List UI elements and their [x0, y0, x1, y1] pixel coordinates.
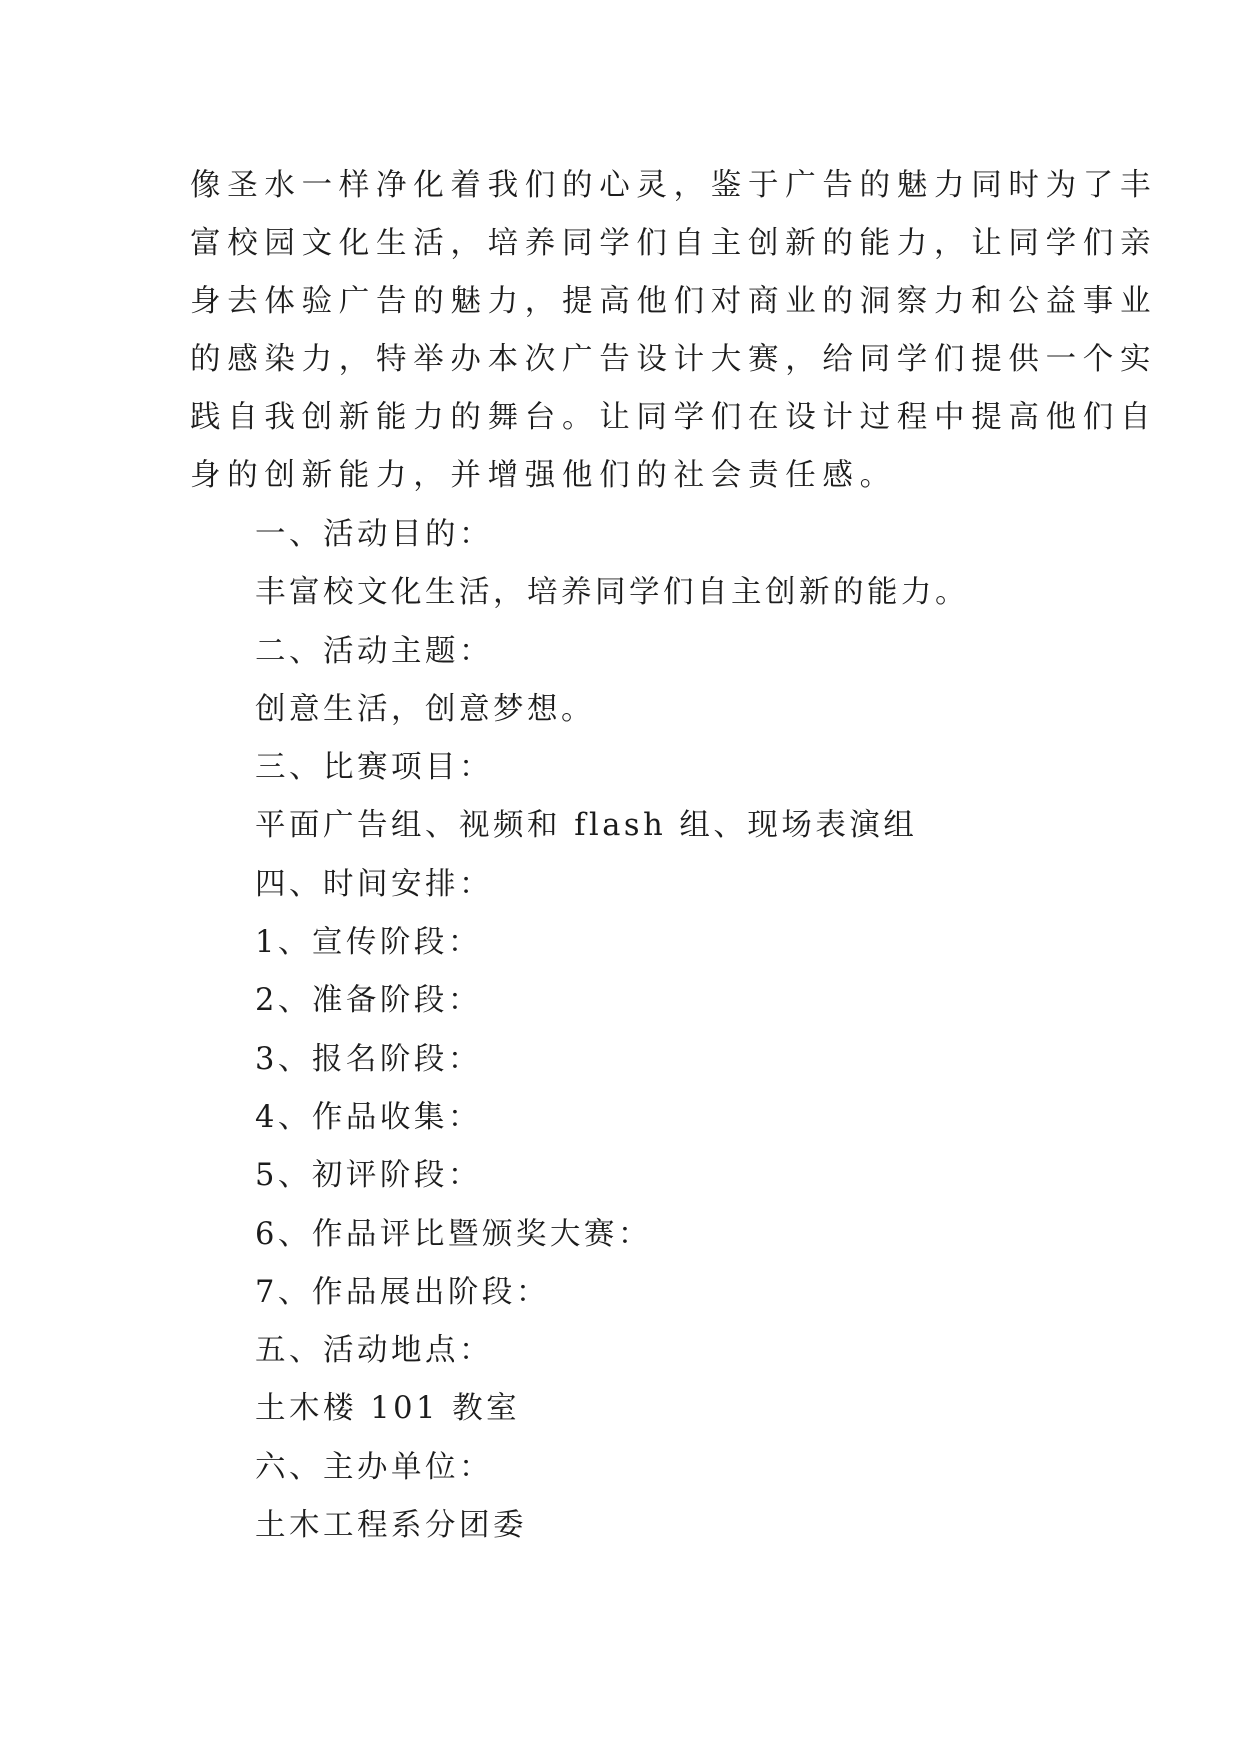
- schedule-item: 4、作品收集：: [255, 1099, 482, 1135]
- section-body-purpose: 丰富校文化生活，培养同学们自主创新的能力。: [255, 575, 969, 611]
- schedule-item: 3、报名阶段：: [255, 1041, 482, 1077]
- schedule-item: 1、宣传阶段：: [255, 925, 482, 961]
- section-heading-purpose: 一、活动目的：: [255, 517, 493, 552]
- section-body-theme: 创意生活，创意梦想。: [255, 691, 595, 727]
- section-list: [255, 506, 1075, 1555]
- section-heading-schedule: 四、时间安排：: [255, 866, 493, 902]
- section-body-organizer: 土木工程系分团委: [255, 1508, 527, 1544]
- intro-paragraph: [190, 157, 1158, 505]
- section-heading-events: 三、比赛项目：: [255, 750, 493, 786]
- section-heading-theme: 二、活动主题：: [255, 633, 493, 669]
- schedule-item: 7、作品展出阶段：: [255, 1274, 550, 1310]
- schedule-item: 6、作品评比暨颁奖大赛：: [255, 1216, 652, 1252]
- paragraph-line: 身去体验广告的魅力，提高他们对商业的洞察力和公益事业: [190, 284, 1158, 319]
- paragraph-line: 富校园文化生活，培养同学们自主创新的能力，让同学们亲: [190, 226, 1158, 261]
- paragraph-line: 像圣水一样净化着我们的心灵，鉴于广告的魅力同时为了丰: [190, 168, 1158, 203]
- section-heading-location: 五、活动地点：: [255, 1333, 493, 1369]
- paragraph-line: 的感染力，特举办本次广告设计大赛，给同学们提供一个实: [190, 342, 1158, 377]
- paragraph-line: 身的创新能力，并增强他们的社会责任感。: [190, 458, 897, 493]
- schedule-item: 2、准备阶段：: [255, 983, 482, 1019]
- section-body-events: 平面广告组、视频和 flash 组、现场表演组: [255, 808, 918, 844]
- schedule-item: 5、初评阶段：: [255, 1158, 482, 1194]
- paragraph-line: 践自我创新能力的舞台。让同学们在设计过程中提高他们自: [190, 400, 1158, 435]
- section-body-location: 土木楼 101 教室: [255, 1391, 521, 1427]
- section-heading-organizer: 六、主办单位：: [255, 1449, 493, 1485]
